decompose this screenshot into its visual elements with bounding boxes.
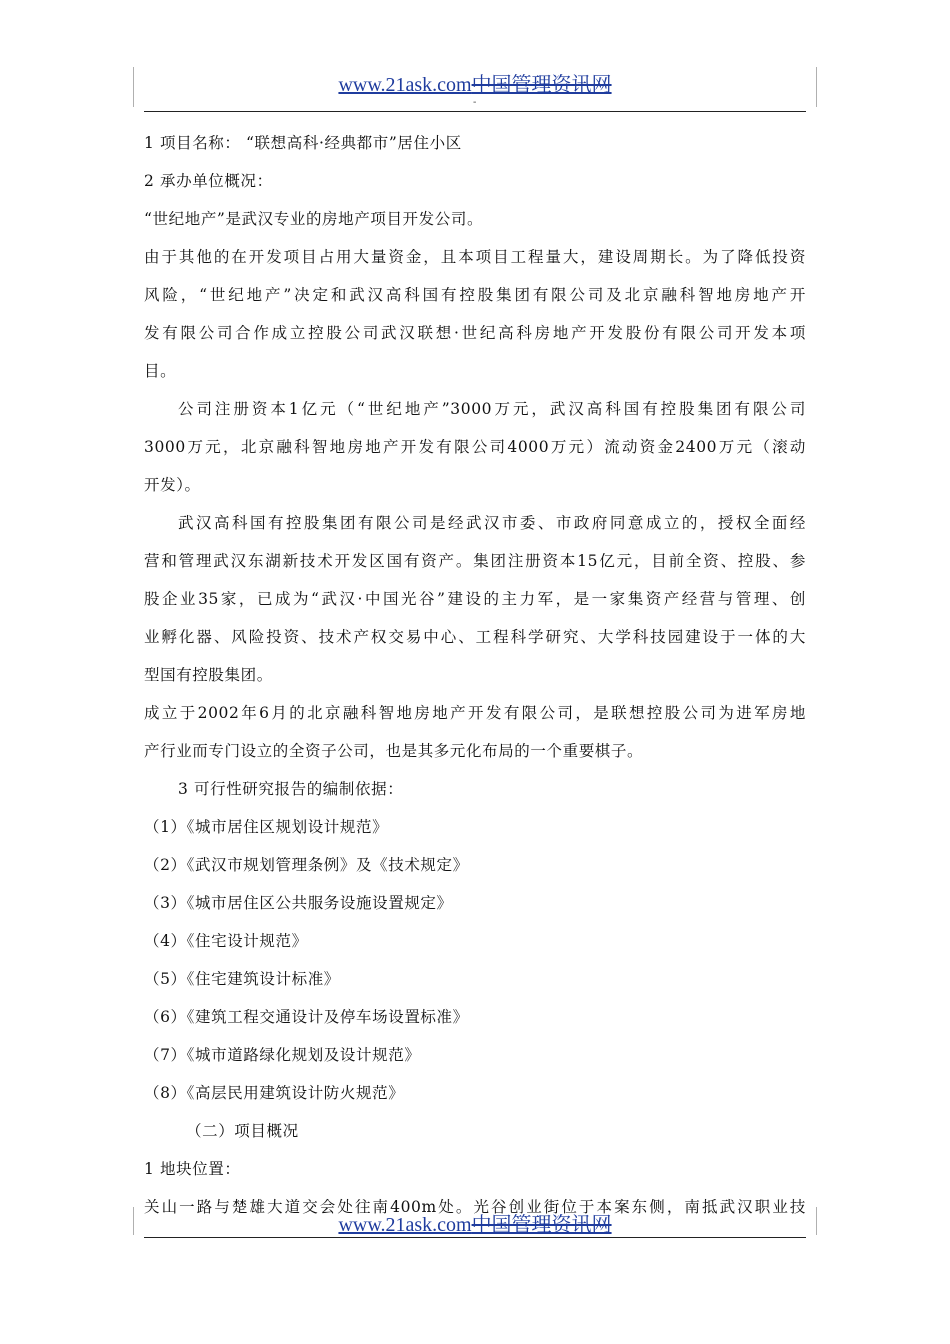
section-heading-project-overview: （二）项目概况 xyxy=(186,1122,299,1140)
paragraph-line: 武汉高科国有控股集团有限公司是经武汉市委、市政府同意成立的，授权全面经 xyxy=(178,514,806,532)
paragraph-line: 由于其他的在开发项目占用大量资金，且本项目工程量大，建设周期长。为了降低投资 xyxy=(144,248,806,266)
paragraph-line: 业孵化器、风险投资、技术产权交易中心、工程科学研究、大学科技园建设于一体的大 xyxy=(144,628,806,646)
basis-list-item: （7）《城市道路绿化规划及设计规范》 xyxy=(144,1046,421,1064)
footer-site-url[interactable]: www.21ask.com xyxy=(338,1214,472,1236)
paragraph-line: 关山一路与楚雄大道交会处往南400m处。光谷创业街位于本案东侧，南抵武汉职业技 xyxy=(144,1198,806,1216)
company-overview-heading: 2 承办单位概况： xyxy=(144,172,273,190)
basis-list-item: （3）《城市居住区公共服务设施设置规定》 xyxy=(144,894,453,912)
header-rule xyxy=(144,111,806,112)
paragraph-line: 目。 xyxy=(144,362,177,380)
footer-site-name[interactable]: 中国管理资讯网 xyxy=(471,1214,612,1236)
basis-list-item: （6）《建筑工程交通设计及停车场设置标准》 xyxy=(144,1008,469,1026)
paragraph-line: 股企业35家，已成为“武汉·中国光谷”建设的主力军，是一家集资产经营与管理、创 xyxy=(144,590,806,608)
project-name-line: 1 项目名称： “联想高科·经典都市”居住小区 xyxy=(144,134,462,152)
site-location-heading: 1 地块位置： xyxy=(144,1160,241,1178)
paragraph-line: 开发）。 xyxy=(144,476,201,494)
basis-list-item: （4）《住宅设计规范》 xyxy=(144,932,308,950)
header-link[interactable] xyxy=(0,68,950,97)
basis-list-item: （8）《高层民用建筑设计防火规范》 xyxy=(144,1084,405,1102)
paragraph-line: 成立于2002年6月的北京融科智地房地产开发有限公司，是联想控股公司为进军房地 xyxy=(144,704,806,722)
header-site-name[interactable]: 中国管理资讯网 xyxy=(471,74,612,96)
header-dash: - xyxy=(473,97,477,108)
basis-list-item: （5）《住宅建筑设计标准》 xyxy=(144,970,340,988)
footer-rule xyxy=(144,1237,806,1238)
document-body xyxy=(144,124,806,1226)
footer-link[interactable] xyxy=(0,1208,950,1237)
basis-list-item: （2）《武汉市规划管理条例》及《技术规定》 xyxy=(144,856,469,874)
paragraph-line: 产行业而专门设立的全资子公司，也是其多元化布局的一个重要棋子。 xyxy=(144,742,644,760)
paragraph-line: “世纪地产”是武汉专业的房地产项目开发公司。 xyxy=(144,210,484,228)
basis-list-item: （1）《城市居住区规划设计规范》 xyxy=(144,818,389,836)
basis-heading: 3 可行性研究报告的编制依据： xyxy=(178,780,404,798)
paragraph-line: 公司注册资本1亿元（“世纪地产”3000万元，武汉高科国有控股集团有限公司 xyxy=(178,400,806,418)
paragraph-line: 发有限公司合作成立控股公司武汉联想·世纪高科房地产开发股份有限公司开发本项 xyxy=(144,324,806,342)
paragraph-line: 营和管理武汉东湖新技术开发区国有资产。集团注册资本15亿元，目前全资、控股、参 xyxy=(144,552,806,570)
paragraph-line: 风险，“世纪地产”决定和武汉高科国有控股集团有限公司及北京融科智地房地产开 xyxy=(144,286,806,304)
paragraph-line: 型国有控股集团。 xyxy=(144,666,273,684)
paragraph-line: 3000万元，北京融科智地房地产开发有限公司4000万元）流动资金2400万元（滚动 xyxy=(144,438,806,456)
header-site-url[interactable]: www.21ask.com xyxy=(338,74,472,96)
